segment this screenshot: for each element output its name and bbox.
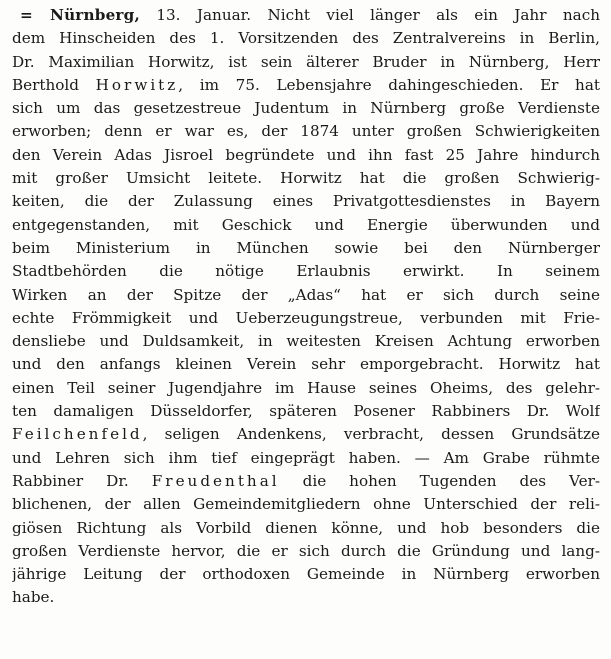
article-line-21 xyxy=(12,470,600,493)
article-line-21-end: die hohen Tugenden des Ver- xyxy=(279,471,600,490)
person-name-horwitz: Horwitz xyxy=(95,75,179,94)
person-name-freudenthal: Freudenthal xyxy=(151,471,280,490)
article-line-24: großen Verdienste hervor, die er sich durch die Gründung und lang- xyxy=(12,541,600,560)
article-line-4-start: Berthold xyxy=(12,75,96,94)
article-line-5: sich um das gesetzestreue Judentum in Nürnberg große Verdienste xyxy=(12,99,600,118)
article-line-21-start: Rabbiner Dr. xyxy=(12,471,152,490)
article-line-10: entgegenstanden, mit Geschick und Energie überwunden und xyxy=(12,215,600,234)
next-article-bleed-through xyxy=(300,641,600,655)
article-line-7: den Verein Adas Jisroel begründete und ihn fast 25 Jahre hindurch xyxy=(12,145,600,164)
person-name-feilchenfeld: Feilchenfeld xyxy=(12,425,143,444)
article-line-22: blichenen, der allen Gemeindemitgliedern ohne Unterschied der reli- xyxy=(12,495,600,514)
article-line-18: ten damaligen Düsseldorfer, späteren Posener Rabbiners Dr. Wolf xyxy=(12,402,600,421)
dateline-prefix: = xyxy=(20,6,50,24)
article-line-13: Wirken an der Spitze der „Adas“ hat er sich durch seine xyxy=(12,285,600,304)
article-line-2: dem Hinscheiden des 1. Vorsitzenden des Zentralvereins in Berlin, xyxy=(12,29,600,48)
article-line-14: echte Frömmigkeit und Ueberzeugungstreue, verbunden mit Frie- xyxy=(12,308,600,327)
article-line-4 xyxy=(12,74,600,97)
obituary-article xyxy=(12,4,600,610)
article-line-16: und den anfangs kleinen Verein sehr emporgebracht. Horwitz hat xyxy=(12,355,600,374)
article-line-26: habe. xyxy=(12,588,55,607)
article-line-19 xyxy=(12,423,600,446)
article-line-25: jährige Leitung der orthodoxen Gemeinde in Nürnberg erworben xyxy=(12,565,600,584)
article-line-20: und Lehren sich ihm tief eingeprägt haben. — Am Grabe rühmte xyxy=(12,448,600,467)
article-line-1 xyxy=(12,4,600,27)
article-line-1-text: 13. Januar. Nicht viel länger als ein Jahr nach xyxy=(139,6,600,24)
article-line-6: erworben; denn er war es, der 1874 unter großen Schwierigkeiten xyxy=(12,122,600,141)
article-line-8: mit großer Umsicht leitete. Horwitz hat die großen Schwierig- xyxy=(12,169,600,188)
article-line-3: Dr. Maximilian Horwitz, ist sein älterer Bruder in Nürnberg, Herr xyxy=(12,52,600,71)
article-line-12: Stadtbehörden die nötige Erlaubnis erwirkt. In seinem xyxy=(12,262,600,281)
article-line-15: densliebe und Duldsamkeit, in weitesten Kreisen Achtung erworben xyxy=(12,332,600,351)
article-line-11: beim Ministerium in München sowie bei den Nürnberger xyxy=(12,238,600,257)
article-line-9: keiten, die der Zulassung eines Privatgottesdienstes in Bayern xyxy=(12,192,600,211)
article-line-4-end: , im 75. Lebensjahre dahingeschieden. Er hat xyxy=(178,75,600,94)
dateline-place: Nürnberg, xyxy=(49,6,140,24)
article-line-19-end: , seligen Andenkens, verbracht, dessen Grundsätze xyxy=(142,425,600,444)
article-line-17: einen Teil seiner Jugendjahre im Hause seines Oheims, des gelehr- xyxy=(12,378,600,397)
article-line-23: giösen Richtung als Vorbild dienen könne, und hob besonders die xyxy=(12,518,600,537)
